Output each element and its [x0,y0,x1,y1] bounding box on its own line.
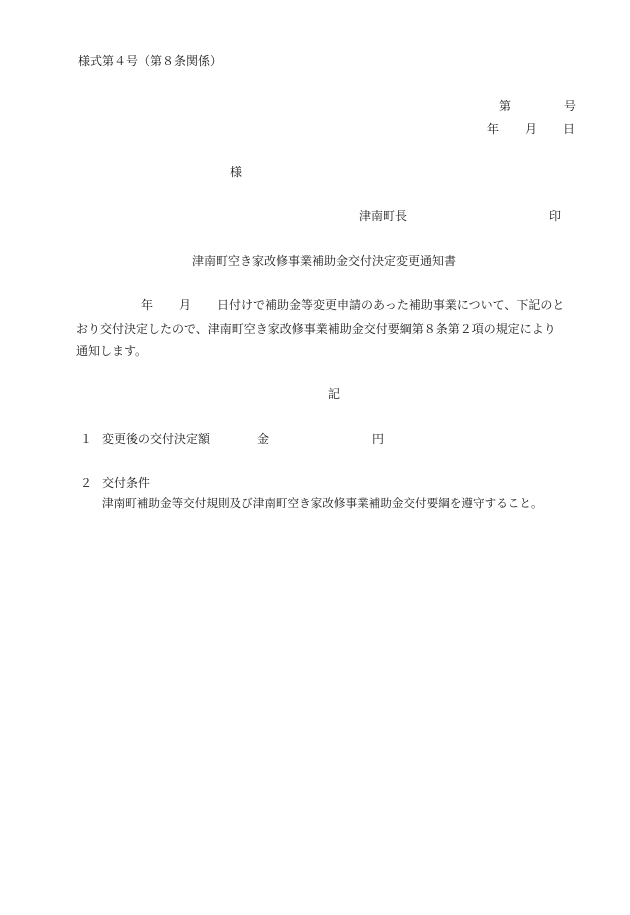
date-month: 月 [525,122,538,136]
document-number-prefix: 第 [499,99,512,113]
document-title: 津南町空き家改修事業補助金交付決定変更通知書 [192,254,457,268]
item1-label: 変更後の交付決定額 [102,432,211,446]
body-line-2: おり交付決定したので、津南町空き家改修事業補助金交付要綱第８条第２項の規定により [76,322,556,336]
addressee-honorific: 様 [230,165,243,179]
ki-heading: 記 [328,387,341,401]
date-day: 日 [563,122,576,136]
item2-label: 交付条件 [102,476,151,490]
item2-condition-text: 津南町補助金等交付規則及び津南町空き家改修事業補助金交付要綱を遵守すること。 [102,496,543,510]
seal-mark: 印 [549,209,562,223]
document-number-suffix: 号 [564,99,577,113]
item2-number: ２ [80,476,93,490]
body-month: 月 [179,298,192,312]
body-line-1: 日付けで補助金等変更申請のあった補助事業について、下記のと [217,298,565,312]
item1-yen: 円 [372,432,385,446]
item1-number: １ [80,432,93,446]
issuer-name: 津南町長 [359,209,408,223]
form-number: 様式第４号（第８条関係） [78,54,223,68]
date-year: 年 [487,122,500,136]
item1-kin: 金 [257,432,270,446]
body-year: 年 [141,298,154,312]
body-line-3: 通知します。 [76,344,148,358]
